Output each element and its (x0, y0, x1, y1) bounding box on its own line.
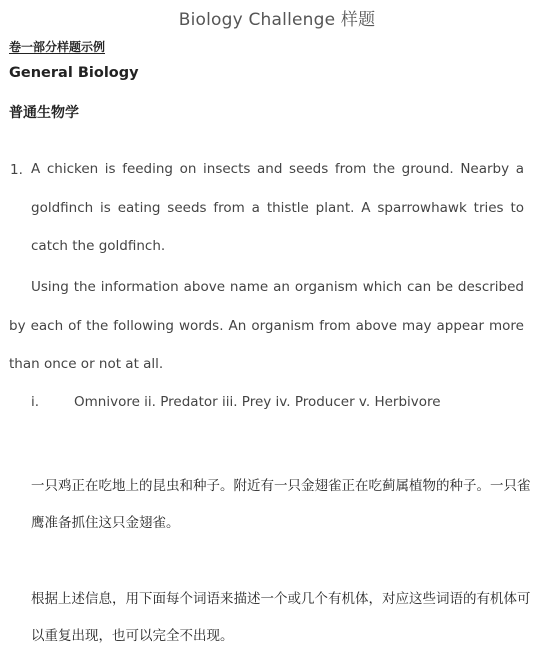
answer-terms-list: Omnivore ii. Predator iii. Prey iv. Producer v. Herbivore (74, 394, 441, 410)
section-heading-english: General Biology (9, 65, 139, 81)
chinese-scenario-text: 一只鸡正在吃地上的昆虫和种子。附近有一只金翅雀正在吃蓟属植物的种子。一只雀鹰准备抓住这只金翅雀。 (31, 478, 531, 531)
question-instruction-text: Using the information above name an organism which can be described by each of the following words. An organism from above may appear more than once or not at all. (9, 279, 524, 372)
section-label: 卷一部分样题示例 (9, 40, 106, 54)
chinese-instruction-text: 根据上述信息，用下面每个词语来描述一个或几个有机体，对应这些词语的有机体可以重复出现，也可以完全不出现。 (31, 591, 531, 644)
list-marker: i. (31, 394, 40, 410)
question-number: 1. (10, 162, 23, 178)
section-heading-chinese: 普通生物学 (9, 105, 79, 121)
question-scenario-text: A chicken is feeding on insects and seeds from the ground. Nearby a goldfinch is eating seeds from a thistle plant. A sparrowhawk tries to catch the goldfinch. (31, 161, 524, 254)
page-title: Biology Challenge 样题 (178, 10, 376, 30)
